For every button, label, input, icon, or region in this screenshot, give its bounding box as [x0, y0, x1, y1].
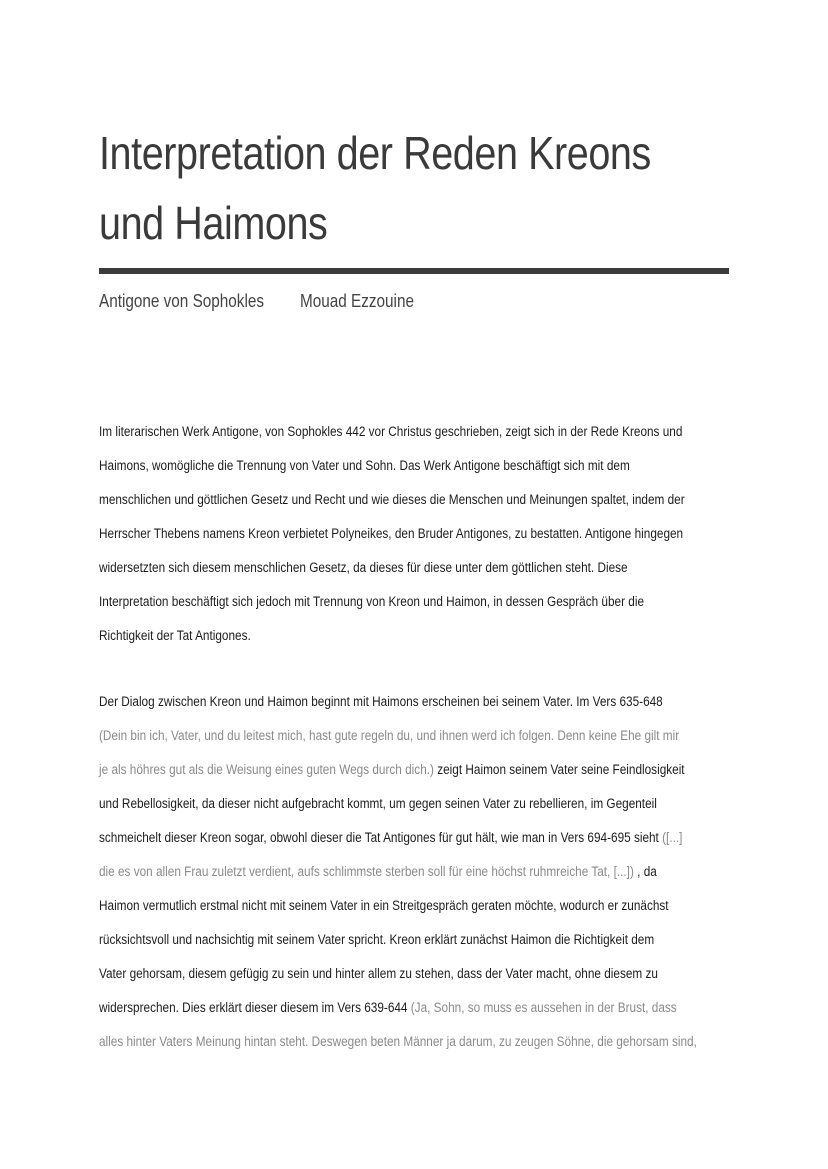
paragraph-line: Im literarischen Werk Antigone, von Sophokles 442 vor Christus geschrieben, zeigt sich in der Rede Kreons und — [99, 424, 683, 439]
quote-line: alles hinter Vaters Meinung hintan steht. Deswegen beten Männer ja darum, zu zeugen Söhne, die gehorsam sind, — [99, 1034, 697, 1049]
paragraph-line — [99, 855, 741, 889]
work-subtitle: Antigone von Sophokles — [99, 291, 265, 311]
paragraph-dialog — [99, 685, 741, 1059]
paragraph-line: Der Dialog zwischen Kreon und Haimon beginnt mit Haimons erscheinen bei seinem Vater. Im Vers 635-648 — [99, 694, 663, 709]
paragraph-line: rücksichtsvoll und nachsichtig mit seinem Vater spricht. Kreon erklärt zunächst Haimon die Richtigkeit dem — [99, 932, 655, 947]
paragraph-line: Richtigkeit der Tat Antigones. — [99, 628, 251, 643]
body-text: schmeichelt dieser Kreon sogar, obwohl dieser die Tat Antigones für gut hält, wie man in Vers 694-695 sieht — [99, 830, 663, 845]
paragraph-line — [99, 753, 741, 787]
paragraph-line: Haimon vermutlich erstmal nicht mit seinem Vater in ein Streitgespräch geraten möchte, wodurch er zunächst — [99, 898, 669, 913]
quote-line: (Dein bin ich, Vater, und du leitest mich, hast gute regeln du, und ihnen werd ich folgen. Denn keine Ehe gilt mir — [99, 728, 680, 743]
body-text: zeigt Haimon seinem Vater seine Feindlosigkeit — [433, 762, 685, 777]
quote-text: je als höhres gut als die Weisung eines guten Wegs durch dich.) — [99, 762, 434, 777]
body-text: widersprechen. Dies erklärt dieser diesem im Vers 639-644 — [99, 1000, 411, 1015]
title-divider — [99, 268, 729, 274]
paragraph-line: Herrscher Thebens namens Kreon verbietet Polyneikes, den Bruder Antigones, zu bestatten. Antigone hingegen — [99, 526, 684, 541]
quote-text: ([...] — [662, 830, 683, 845]
title-line-1: Interpretation der Reden Kreons — [99, 127, 651, 179]
document-title — [99, 118, 740, 258]
quote-text: die es von allen Frau zuletzt verdient, aufs schlimmste sterben soll für eine höchst ruhmreiche Tat, [...]) — [99, 864, 634, 879]
paragraph-line: widersetzten sich diesem menschlichen Gesetz, da dieses für diese unter dem göttlichen steht. Diese — [99, 560, 628, 575]
quote-text: (Ja, Sohn, so muss es aussehen in der Brust, dass — [410, 1000, 677, 1015]
paragraph-line: Vater gehorsam, diesem gefügig zu sein und hinter allem zu stehen, dass der Vater macht, ohne diesem zu — [99, 966, 658, 981]
paragraph-line — [99, 821, 741, 855]
paragraph-line: menschlichen und göttlichen Gesetz und Recht und wie dieses die Menschen und Meinungen spaltet, indem der — [99, 492, 685, 507]
paragraph-line — [99, 991, 741, 1025]
paragraph-line: Haimons, womögliche die Trennung von Vater und Sohn. Das Werk Antigone beschäftigt sich mit dem — [99, 458, 630, 473]
body-text: , da — [633, 864, 657, 879]
paragraph-line: und Rebellosigkeit, da dieser nicht aufgebracht kommt, um gegen seinen Vater zu rebellieren, im Gegenteil — [99, 796, 657, 811]
paragraph-intro — [99, 415, 741, 653]
author-name: Mouad Ezzouine — [300, 291, 414, 311]
paragraph-line: Interpretation beschäftigt sich jedoch mit Trennung von Kreon und Haimon, in dessen Gespräch über die — [99, 594, 644, 609]
title-line-2: und Haimons — [99, 197, 328, 249]
